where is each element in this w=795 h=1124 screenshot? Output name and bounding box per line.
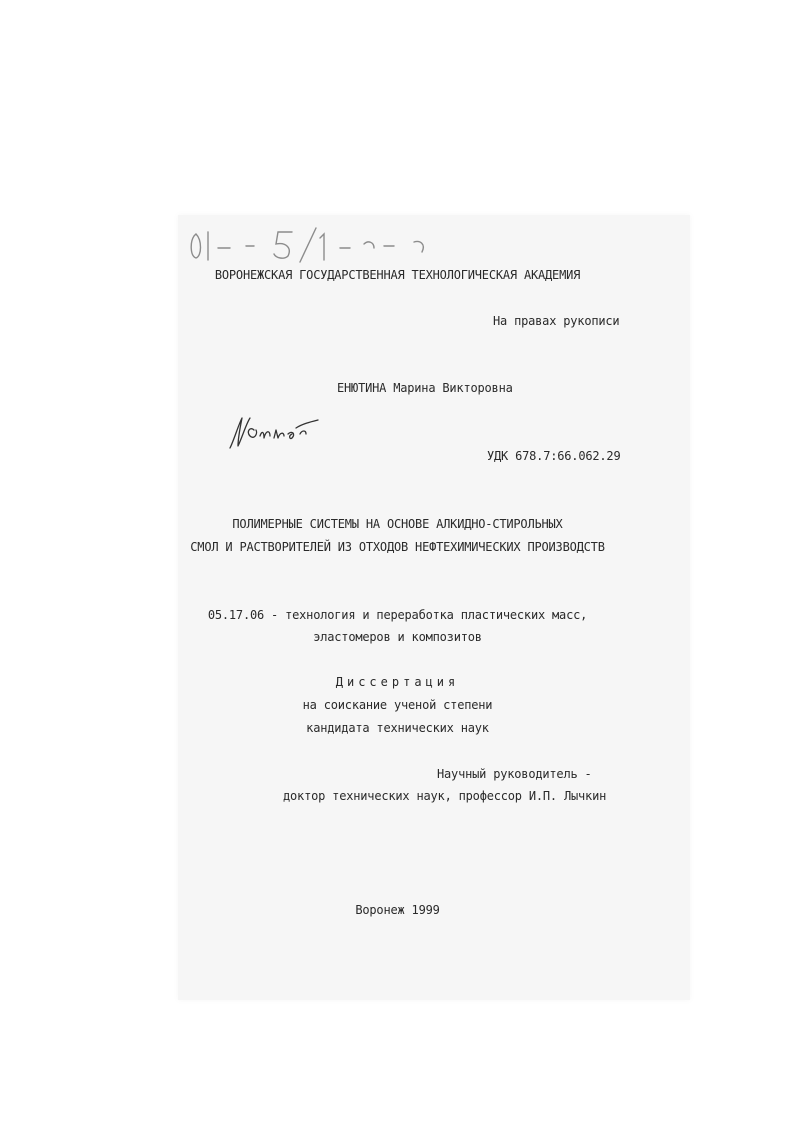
- author-signature: [222, 412, 322, 452]
- udc-code: УДК 678.7:66.062.29: [487, 449, 621, 463]
- handwritten-archive-number: [188, 222, 438, 266]
- specialty-line-2: эластомеров и композитов: [313, 630, 482, 644]
- supervisor-name: доктор технических наук, профессор И.П. Лычкин: [283, 789, 607, 803]
- manuscript-rights: На правах рукописи: [493, 314, 620, 328]
- degree-line-2: кандидата технических наук: [306, 721, 489, 735]
- specialty-line-1: 05.17.06 - технология и переработка пластических масс,: [207, 608, 588, 622]
- thesis-title-line-2: СМОЛ И РАСТВОРИТЕЛЕЙ ИЗ ОТХОДОВ НЕФТЕХИМИЧЕСКИХ ПРОИЗВОДСТВ: [190, 540, 605, 554]
- city-year: Воронеж 1999: [355, 903, 440, 917]
- supervisor-label: Научный руководитель -: [437, 767, 592, 781]
- academy-name: ВОРОНЕЖСКАЯ ГОСУДАРСТВЕННАЯ ТЕХНОЛОГИЧЕСКАЯ АКАДЕМИЯ: [214, 268, 581, 282]
- author-name: ЕНЮТИНА Марина Викторовна: [337, 381, 513, 395]
- dissertation-heading: Диссертация: [335, 675, 460, 689]
- degree-line-1: на соискание ученой степени: [302, 698, 493, 712]
- svg-text:01-5/1: 01-5/1: [188, 262, 192, 263]
- thesis-title-line-1: ПОЛИМЕРНЫЕ СИСТЕМЫ НА ОСНОВЕ АЛКИДНО-СТИРОЛЬНЫХ: [232, 517, 563, 531]
